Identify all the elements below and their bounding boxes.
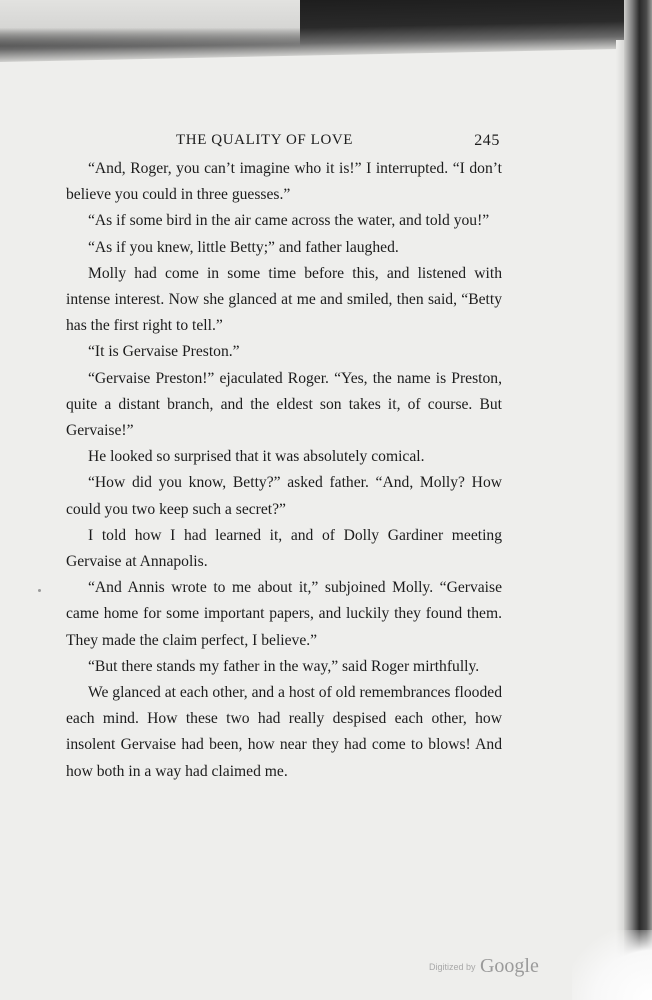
paragraph: “And Annis wrote to me about it,” subjoined Molly. “Gervaise came home for some important papers, and luckily they found them. They made the claim perfect, I believe.” [66, 579, 502, 649]
book-page [66, 128, 502, 785]
scan-top-highlight [0, 0, 300, 46]
watermark-prefix: Digitized by [429, 962, 476, 972]
paragraph: “As if some bird in the air came across the water, and told you!” [88, 212, 490, 230]
book-edge [624, 0, 652, 1000]
page-edge-highlight [616, 40, 624, 1000]
paragraph: “It is Gervaise Preston.” [88, 343, 240, 361]
paragraph: I told how I had learned it, and of Dolly Gardiner meeting Gervaise at Annapolis. [66, 526, 502, 571]
digitized-watermark [429, 955, 539, 978]
body-text [66, 156, 502, 785]
paragraph: He looked so surprised that it was absolutely comical. [88, 448, 425, 466]
paragraph: “And, Roger, you can’t imagine who it is!” I interrupted. “I don’t believe you could in three guesses.” [66, 160, 502, 204]
paragraph: “As if you knew, little Betty;” and father laughed. [88, 238, 399, 256]
running-title: THE QUALITY OF LOVE [176, 132, 354, 148]
scan-speck [38, 589, 41, 592]
paragraph: Molly had come in some time before this, and listened with intense interest. Now she glanced at me and smiled, then said, “Betty has the first right to tell.” [66, 264, 502, 335]
running-head [66, 128, 502, 154]
page-number: 245 [474, 132, 500, 149]
paragraph: “Gervaise Preston!” ejaculated Roger. “Yes, the name is Preston, quite a distant branch, and the eldest son takes it, of course. But Gervaise!” [66, 369, 502, 440]
watermark-brand: Google [479, 955, 539, 977]
paragraph: “How did you know, Betty?” asked father. “And, Molly? How could you two keep such a secret?” [66, 474, 502, 518]
scan-corner-glare [572, 930, 652, 1000]
paragraph: We glanced at each other, and a host of old remembrances flooded each mind. How these two had really despised each other, how insolent Gervaise had been, how near they had come to blows! And how both in a way had claimed me. [66, 684, 502, 780]
paragraph: “But there stands my father in the way,” said Roger mirthfully. [88, 657, 480, 675]
